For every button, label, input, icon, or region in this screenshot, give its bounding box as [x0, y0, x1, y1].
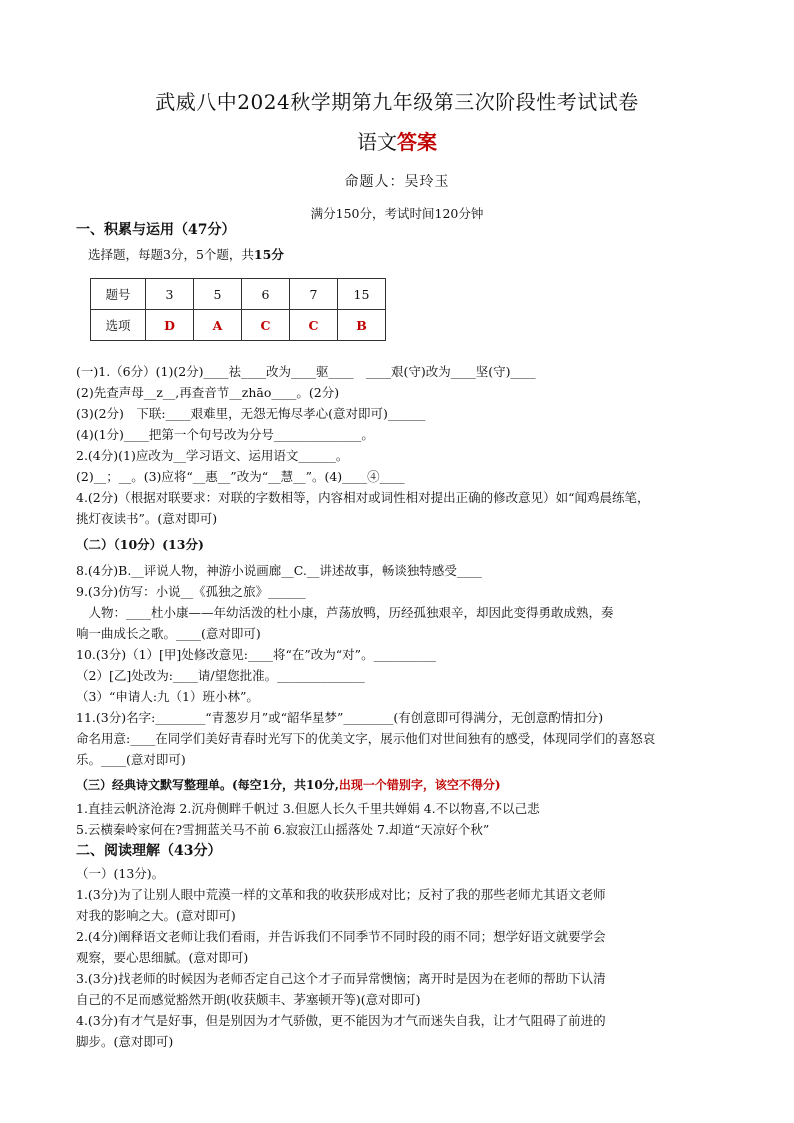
section1-heading: 一、积累与运用（47分） [76, 222, 236, 238]
exam-info: 满分150分，考试时间120分钟 [310, 206, 484, 221]
answer-line: 乐。____(意对即可) [76, 752, 186, 767]
choice-note-total: 15分 [253, 247, 284, 262]
poetry-heading-warning: 出现一个错别字，该空不得分) [338, 778, 501, 792]
answer-line: （3）“申请人:九（1）班小林”。 [76, 689, 259, 704]
answer-line: 响一曲成长之歌。____(意对即可) [76, 626, 261, 641]
answer-option: D [146, 310, 194, 341]
answer-line: 8.(4分)B.__评说人物，神游小说画廊__C.__讲述故事，畅谈独特感受____ [76, 563, 482, 578]
answer-line: (2)先查声母__z__,再查音节__zhāo____。(2分) [76, 385, 340, 400]
subsection-heading: （一）(13分)。 [76, 866, 165, 881]
answer-line: (一)1.（6分）(1)(2分)____祛____改为____驱____ ____艰(守)改为____坚(守)____ [76, 364, 536, 379]
section2-heading: 二、阅读理解（43分） [76, 843, 222, 859]
answer-line: 命名用意:____在同学们美好青春时光写下的优美文字，展示他们对世间独有的感受，体现同学们的喜怒哀 [76, 731, 656, 746]
subject-answer-title [0, 126, 794, 155]
table-row [91, 310, 386, 341]
subsection-heading: （二）（10分）(13分) [76, 537, 204, 552]
answer-line: 自己的不足而感觉豁然开朗(收获颇丰、茅塞顿开等)(意对即可) [76, 992, 421, 1007]
answer-line: 脚步。(意对即可) [76, 1034, 174, 1049]
exam-title: 武威八中2024秋学期第九年级第三次阶段性考试试卷 [155, 90, 639, 114]
question-number: 5 [194, 279, 242, 310]
question-number: 3 [146, 279, 194, 310]
answer-line: 2.(4分)阐释语文老师让我们看雨，并告诉我们不同季节不同时段的雨不同；想学好语文就要学会 [76, 929, 606, 944]
answer-option: C [290, 310, 338, 341]
poetry-answers-line: 1.直挂云帆济沧海 2.沉舟侧畔千帆过 3.但愿人长久千里共婵娟 4.不以物喜,不以己悲 [76, 801, 540, 816]
answer-line: 11.(3分)名字:________“青葱岁月”或“韶华星梦”________(有创意即可得满分，无创意酌情扣分) [76, 710, 604, 725]
answer-option: C [242, 310, 290, 341]
poetry-answers-line: 5.云横秦岭家何在?雪拥蓝关马不前 6.寂寂江山摇落处 7.却道“天凉好个秋” [76, 822, 490, 837]
subject-label: 语文 [357, 130, 397, 154]
answer-line: 4.(2分)（根据对联要求：对联的字数相等，内容相对或词性相对提出正确的修改意见）如“闻鸡晨练笔， [76, 490, 650, 505]
answer-line: (4)(1分)____把第一个句号改为分号______________。 [76, 427, 374, 442]
choice-note [88, 247, 284, 263]
choice-note-text: 选择题，每题3分，5个题，共 [88, 247, 254, 262]
answer-option: A [194, 310, 242, 341]
answer-line: 挑灯夜读书”。(意对即可) [76, 511, 218, 526]
answer-line: 4.(3分)有才气是好事，但是别因为才气骄傲，更不能因为才气而迷失自我，让才气阻碍了前进的 [76, 1013, 606, 1028]
poetry-heading [76, 777, 501, 793]
answer-line: 对我的影响之大。(意对即可) [76, 908, 236, 923]
poetry-heading-text: （三）经典诗文默写整理单。(每空1分，共10分, [76, 778, 339, 792]
question-number: 6 [242, 279, 290, 310]
table-row [91, 279, 386, 310]
answer-option: B [338, 310, 386, 341]
answer-label: 答案 [397, 130, 437, 154]
answer-line: 3.(3分)找老师的时候因为老师否定自己这个才子而异常懊恼；离开时是因为在老师的帮助下认清 [76, 971, 606, 986]
table-row-label: 题号 [91, 279, 146, 310]
answer-line: 9.(3分)仿写：小说__《孤独之旅》______ [76, 584, 306, 599]
answer-line: (2)__；__。(3)应将“__惠__”改为“__慧__”。(4)____④____ [76, 469, 405, 484]
answer-line: (3)(2分) 下联:____艰难里，无怨无悔尽孝心(意对即可)______ [76, 406, 426, 421]
answer-line: 2.(4分)(1)应改为__学习语文、运用语文______。 [76, 448, 349, 463]
answer-line: 10.(3分)（1）[甲]处修改意见:____将“在”改为“对”。__________ [76, 647, 437, 662]
author-line: 命题人：吴玲玉 [344, 174, 450, 190]
answer-line: 人物：____杜小康——年幼活泼的杜小康，芦荡放鸭，历经孤独艰辛，却因此变得勇敢成熟，奏 [76, 605, 614, 620]
table-row-label: 选项 [91, 310, 146, 341]
question-number: 7 [290, 279, 338, 310]
answer-line: 1.(3分)为了让别人眼中荒漠一样的文革和我的收获形成对比；反衬了我的那些老师尤其语文老师 [76, 887, 606, 902]
answer-table [90, 278, 386, 341]
answer-line: （2）[乙]处改为:____请/望您批准。______________ [76, 668, 365, 683]
answer-line: 观察，要心思细腻。(意对即可) [76, 950, 249, 965]
question-number: 15 [338, 279, 386, 310]
